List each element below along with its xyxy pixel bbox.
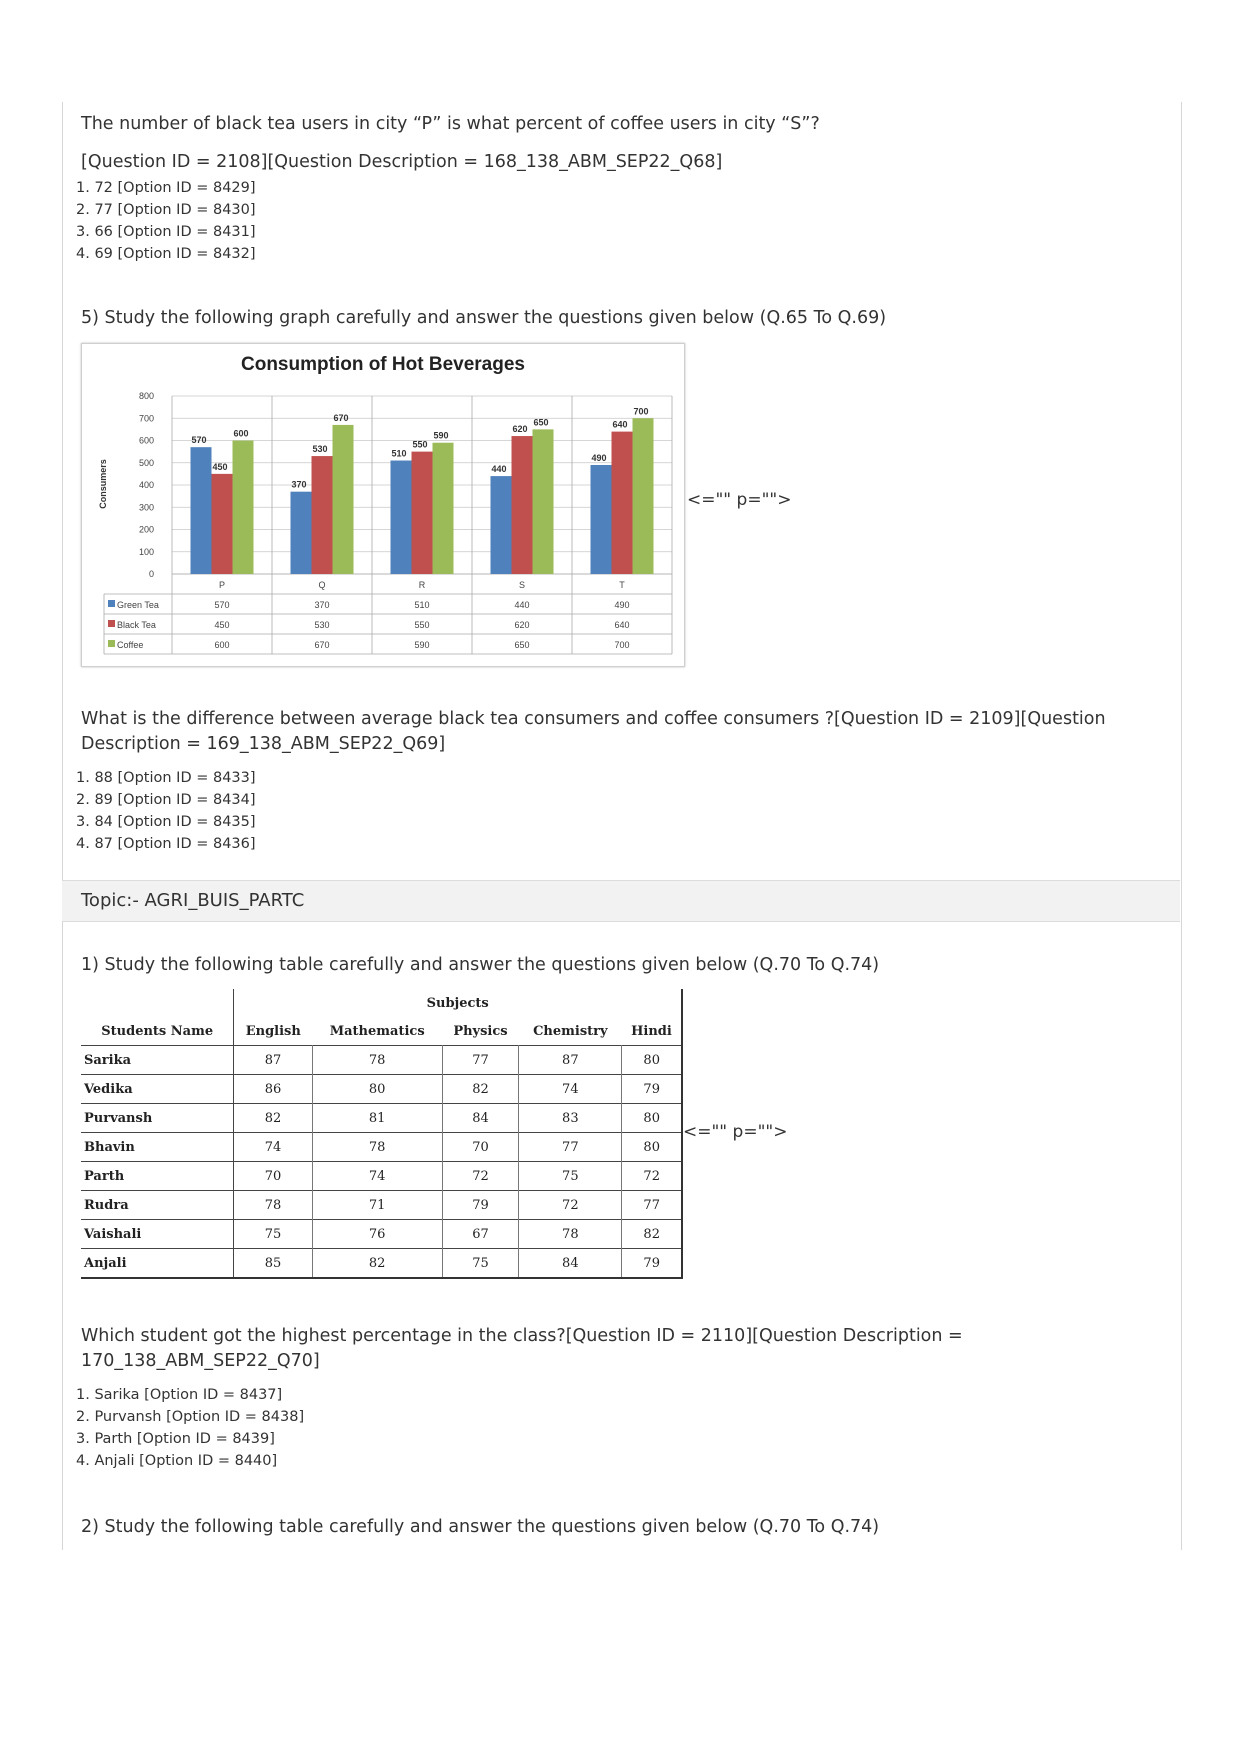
table-value: 530 [314, 620, 330, 630]
question-68-options [76, 177, 256, 265]
bar [591, 465, 612, 574]
table-row [81, 1191, 682, 1220]
y-tick-label: 200 [138, 524, 154, 535]
table-row [81, 1133, 682, 1162]
bar [433, 443, 454, 574]
column-header: Students Name [81, 1017, 234, 1046]
legend-swatch [108, 640, 115, 647]
legend-label: Green Tea [117, 600, 159, 610]
student-name-cell: Anjali [81, 1249, 234, 1279]
stray-markup-text: <="" p=""> [687, 490, 792, 510]
table-value: 640 [614, 620, 630, 630]
option[interactable]: 4. Anjali [Option ID = 8440] [76, 1453, 278, 1469]
mark-cell: 84 [519, 1249, 622, 1279]
mark-cell: 86 [234, 1075, 312, 1104]
bar-data-label: 590 [433, 430, 449, 441]
student-name-cell: Bhavin [81, 1133, 234, 1162]
header-blank [81, 989, 234, 1017]
mark-cell: 78 [234, 1191, 312, 1220]
table-row [81, 1220, 682, 1249]
table-value: 440 [514, 600, 530, 610]
mark-cell: 72 [519, 1191, 622, 1220]
legend-label: Black Tea [117, 620, 156, 630]
section-2-heading: 2) Study the following table carefully and answer the questions given below (Q.70 To Q.74) [81, 1517, 880, 1537]
table-body [81, 1046, 682, 1279]
legend-swatch [108, 600, 115, 607]
student-name-cell: Sarika [81, 1046, 234, 1075]
student-name-cell: Vaishali [81, 1220, 234, 1249]
mark-cell: 78 [312, 1133, 442, 1162]
table-value: 620 [514, 620, 530, 630]
mark-cell: 75 [234, 1220, 312, 1249]
question-68-text: The number of black tea users in city “P” is what percent of coffee users in city “S”? [81, 114, 820, 134]
table-row [81, 1075, 682, 1104]
bar-data-label: 570 [191, 435, 207, 446]
bar-data-label: 650 [533, 417, 549, 428]
mark-cell: 81 [312, 1104, 442, 1133]
bar [612, 432, 633, 574]
table-value: 670 [314, 640, 330, 650]
option[interactable]: 3. 84 [Option ID = 8435] [76, 814, 256, 830]
question-70-text-line1: Which student got the highest percentage in the class?[Question ID = 2110][Question Description = [81, 1326, 963, 1346]
legend-label: Coffee [117, 640, 144, 650]
bar [533, 429, 554, 574]
column-header: Chemistry [533, 1023, 608, 1039]
bar-data-label: 510 [391, 448, 407, 459]
bar-data-label: 700 [633, 406, 649, 417]
beverage-chart-svg [82, 344, 684, 666]
bar-data-label: 670 [333, 412, 349, 423]
table-value: 550 [414, 620, 430, 630]
student-name-cell: Parth [81, 1162, 234, 1191]
mark-cell: 67 [442, 1220, 519, 1249]
mark-cell: 85 [234, 1249, 312, 1279]
bar-data-label: 640 [612, 419, 628, 430]
mark-cell: 75 [442, 1249, 519, 1279]
table-value: 570 [214, 600, 230, 610]
mark-cell: 87 [519, 1046, 622, 1075]
mark-cell: 71 [312, 1191, 442, 1220]
y-tick-label: 500 [138, 457, 154, 468]
question-69-options [76, 767, 256, 855]
bar [233, 441, 254, 575]
mark-cell: 82 [234, 1104, 312, 1133]
question-68-meta: [Question ID = 2108][Question Description = 168_138_ABM_SEP22_Q68] [81, 152, 723, 172]
column-header: English [245, 1023, 301, 1039]
bar-data-label: 490 [591, 452, 607, 463]
bar [391, 461, 412, 574]
question-69-text-line1: What is the difference between average black tea consumers and coffee consumers ?[Question ID = 2109][Question [81, 709, 1106, 729]
mark-cell: 79 [622, 1249, 682, 1279]
bar [212, 474, 233, 574]
option[interactable]: 2. 89 [Option ID = 8434] [76, 792, 256, 808]
y-tick-label: 800 [138, 391, 154, 401]
mark-cell: 74 [234, 1133, 312, 1162]
table-value: 650 [514, 640, 530, 650]
question-70-options [76, 1384, 304, 1472]
table-value: 590 [414, 640, 430, 650]
y-axis-label: Consumers [98, 459, 108, 509]
legend-swatch [108, 620, 115, 627]
mark-cell: 82 [312, 1249, 442, 1279]
topic-label: Topic:- AGRI_BUIS_PARTC [81, 890, 305, 911]
mark-cell: 80 [622, 1133, 682, 1162]
mark-cell: 75 [519, 1162, 622, 1191]
table-row [81, 1249, 682, 1279]
option[interactable]: 3. 66 [Option ID = 8431] [76, 224, 256, 240]
mark-cell: 77 [519, 1133, 622, 1162]
section-1-heading: 1) Study the following table carefully and answer the questions given below (Q.70 To Q.74) [81, 955, 880, 975]
table-value: 600 [214, 640, 230, 650]
y-tick-label: 300 [138, 502, 154, 513]
bar [512, 436, 533, 574]
mark-cell: 78 [519, 1220, 622, 1249]
option[interactable]: 1. 72 [Option ID = 8429] [76, 180, 256, 196]
y-tick-label: 0 [148, 569, 154, 579]
mark-cell: 78 [312, 1046, 442, 1075]
option[interactable]: 2. 77 [Option ID = 8430] [76, 202, 256, 218]
bar [291, 492, 312, 574]
mark-cell: 80 [622, 1104, 682, 1133]
option[interactable]: 4. 87 [Option ID = 8436] [76, 836, 256, 852]
mark-cell: 72 [442, 1162, 519, 1191]
student-name-cell: Vedika [81, 1075, 234, 1104]
option[interactable]: 2. Purvansh [Option ID = 8438] [76, 1409, 305, 1425]
table-value: 490 [614, 600, 630, 610]
bar [333, 425, 354, 574]
x-tick-label: T [619, 580, 625, 590]
beverage-chart [81, 343, 685, 667]
question-69-text-line2: Description = 169_138_ABM_SEP22_Q69] [81, 734, 446, 754]
mark-cell: 79 [622, 1075, 682, 1104]
column-header-row [81, 1017, 682, 1046]
table-value: 370 [314, 600, 330, 610]
option[interactable]: 3. Parth [Option ID = 8439] [76, 1431, 275, 1447]
table-value: 450 [214, 620, 230, 630]
question-70-text-line2: 170_138_ABM_SEP22_Q70] [81, 1351, 320, 1371]
student-name-cell: Rudra [81, 1191, 234, 1220]
table-value: 700 [614, 640, 630, 650]
bar [191, 447, 212, 574]
mark-cell: 79 [442, 1191, 519, 1220]
mark-cell: 70 [234, 1162, 312, 1191]
bar [491, 476, 512, 574]
marks-table [81, 989, 683, 1279]
y-tick-label: 400 [138, 480, 154, 490]
bar [312, 456, 333, 574]
mark-cell: 70 [442, 1133, 519, 1162]
mark-cell: 82 [622, 1220, 682, 1249]
bar [412, 452, 433, 574]
column-header: Mathematics [329, 1023, 425, 1039]
mark-cell: 74 [312, 1162, 442, 1191]
mark-cell: 72 [622, 1162, 682, 1191]
mark-cell: 80 [622, 1046, 682, 1075]
x-tick-label: R [418, 580, 426, 590]
chart-title: Consumption of Hot Beverages [241, 354, 525, 375]
table-row [81, 1104, 682, 1133]
mark-cell: 76 [312, 1220, 442, 1249]
bar [633, 418, 654, 574]
x-tick-label: P [218, 580, 226, 590]
subjects-header: Subjects [426, 995, 489, 1011]
mark-cell: 77 [442, 1046, 519, 1075]
mark-cell: 83 [519, 1104, 622, 1133]
section-5-heading: 5) Study the following graph carefully and answer the questions given below (Q.65 To Q.69) [81, 308, 887, 328]
option[interactable]: 1. Sarika [Option ID = 8437] [76, 1387, 283, 1403]
table-value: 510 [414, 600, 430, 610]
bar-data-label: 600 [233, 428, 249, 439]
mark-cell: 74 [519, 1075, 622, 1104]
y-tick-label: 600 [138, 435, 154, 446]
topic-bar [62, 880, 1180, 922]
table-row [81, 1162, 682, 1191]
mark-cell: 82 [442, 1075, 519, 1104]
bar-data-label: 620 [512, 424, 528, 435]
bar-data-label: 370 [291, 479, 307, 490]
bar-data-label: 450 [212, 461, 228, 472]
column-header: Physics [453, 1023, 508, 1039]
mark-cell: 87 [234, 1046, 312, 1075]
student-name-cell: Purvansh [81, 1104, 234, 1133]
y-tick-label: 700 [138, 413, 154, 424]
stray-markup-text-2: <="" p=""> [683, 1122, 788, 1142]
table-row [81, 1046, 682, 1075]
bar-data-label: 530 [312, 444, 328, 455]
option[interactable]: 4. 69 [Option ID = 8432] [76, 246, 256, 262]
x-tick-label: Q [318, 580, 326, 590]
mark-cell: 77 [622, 1191, 682, 1220]
mark-cell: 84 [442, 1104, 519, 1133]
mark-cell: 80 [312, 1075, 442, 1104]
bar-data-label: 440 [491, 464, 507, 475]
bar-data-label: 550 [412, 439, 428, 450]
x-tick-label: S [518, 580, 526, 590]
option[interactable]: 1. 88 [Option ID = 8433] [76, 770, 256, 786]
column-header: Hindi [631, 1023, 672, 1039]
y-tick-label: 100 [138, 546, 154, 557]
